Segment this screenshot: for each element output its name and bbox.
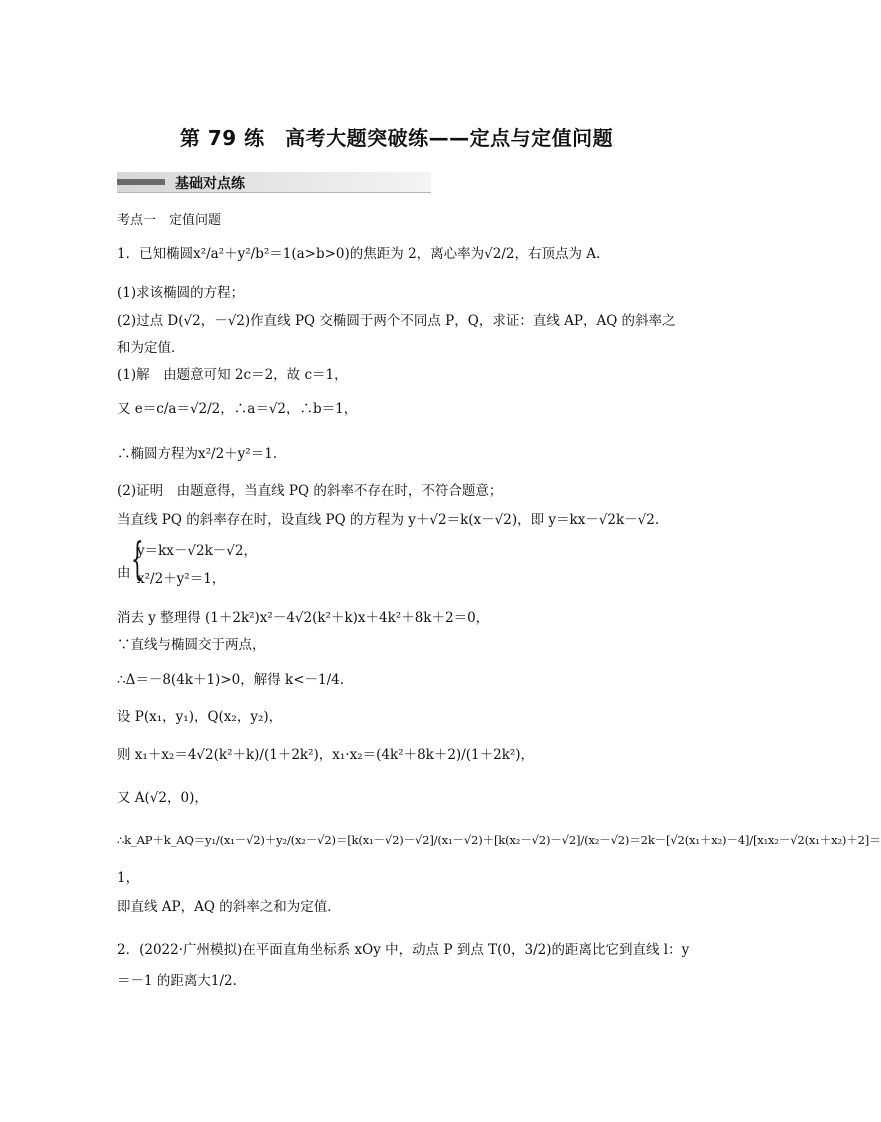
page-title: 第 79 练 高考大题突破练——定点与定值问题	[179, 126, 614, 150]
section-header-underline	[117, 192, 431, 193]
solution-line-2: 又 e＝c/a＝√2/2，∴a＝√2，∴b＝1，	[117, 401, 358, 417]
solution-line-10: 设 P(x₁，y₁)，Q(x₂，y₂)，	[117, 709, 283, 725]
solution-line-9: ∴Δ＝－8(4k＋1)>0，解得 k<－1/4.	[117, 672, 345, 688]
system-equation-2: x²/2＋y²＝1，	[137, 571, 226, 587]
question-1-stem: 1．已知椭圆x²/a²＋y²/b²＝1(a>b>0)的焦距为 2，离心率为√2/2，右顶点为 A.	[117, 246, 601, 262]
solution-line-3: ∴椭圆方程为x²/2＋y²＝1.	[117, 446, 278, 462]
solution-line-1: (1)解 由题意可知 2c＝2，故 c＝1，	[117, 367, 348, 383]
question-1-part-2-line-1: (2)过点 D(√2，－√2)作直线 PQ 交椭圆于两个不同点 P，Q，求证：直线 AP，AQ 的斜率之	[117, 313, 676, 329]
solution-line-14: 1，	[117, 870, 140, 886]
question-2-line-2: ＝－1 的距离大1/2.	[117, 973, 237, 989]
section-header	[117, 172, 431, 194]
topic-heading: 考点一 定值问题	[117, 213, 222, 228]
system-equation-1: y＝kx－√2k－√2，	[137, 543, 257, 559]
question-2-line-1: 2．(2022·广州模拟)在平面直角坐标系 xOy 中，动点 P 到点 T(0，3/2)的距离比它到直线 l：y	[117, 942, 690, 958]
solution-line-8: ∵直线与椭圆交于两点，	[117, 637, 266, 653]
system-brace: {	[131, 534, 144, 585]
solution-line-5: 当直线 PQ 的斜率存在时，设直线 PQ 的方程为 y＋√2＝k(x－√2)，即 y＝kx－√2k－√2.	[117, 512, 660, 528]
question-1-part-2-line-2: 和为定值．	[117, 340, 185, 356]
question-1-part-1: (1)求该椭圆的方程；	[117, 285, 245, 301]
system-prefix: 由	[117, 565, 131, 581]
solution-line-4: (2)证明 由题意得，当直线 PQ 的斜率不存在时，不符合题意；	[117, 483, 503, 499]
section-header-marker	[117, 179, 165, 185]
solution-line-7: 消去 y 整理得 (1＋2k²)x²－4√2(k²＋k)x＋4k²＋8k＋2＝0，	[117, 610, 490, 626]
solution-line-12: 又 A(√2，0)，	[117, 790, 208, 806]
solution-line-11: 则 x₁＋x₂＝4√2(k²＋k)/(1＋2k²)，x₁·x₂＝(4k²＋8k＋2)/(1＋2k²)，	[117, 747, 535, 763]
section-header-label: 基础对点练	[175, 176, 245, 192]
solution-conclusion: 即直线 AP，AQ 的斜率之和为定值．	[117, 899, 341, 915]
solution-line-13: ∴k_AP＋k_AQ＝y₁/(x₁－√2)＋y₂/(x₂－√2)＝[k(x₁－√2)－√2]/(x₁－√2)＋[k(x₂－√2)－√2]/(x₂－√2)＝2k－[√2(x₁＋x₂)－4]/[x₁x₂－√2(x₁＋x₂)＋2]＝	[117, 833, 881, 847]
